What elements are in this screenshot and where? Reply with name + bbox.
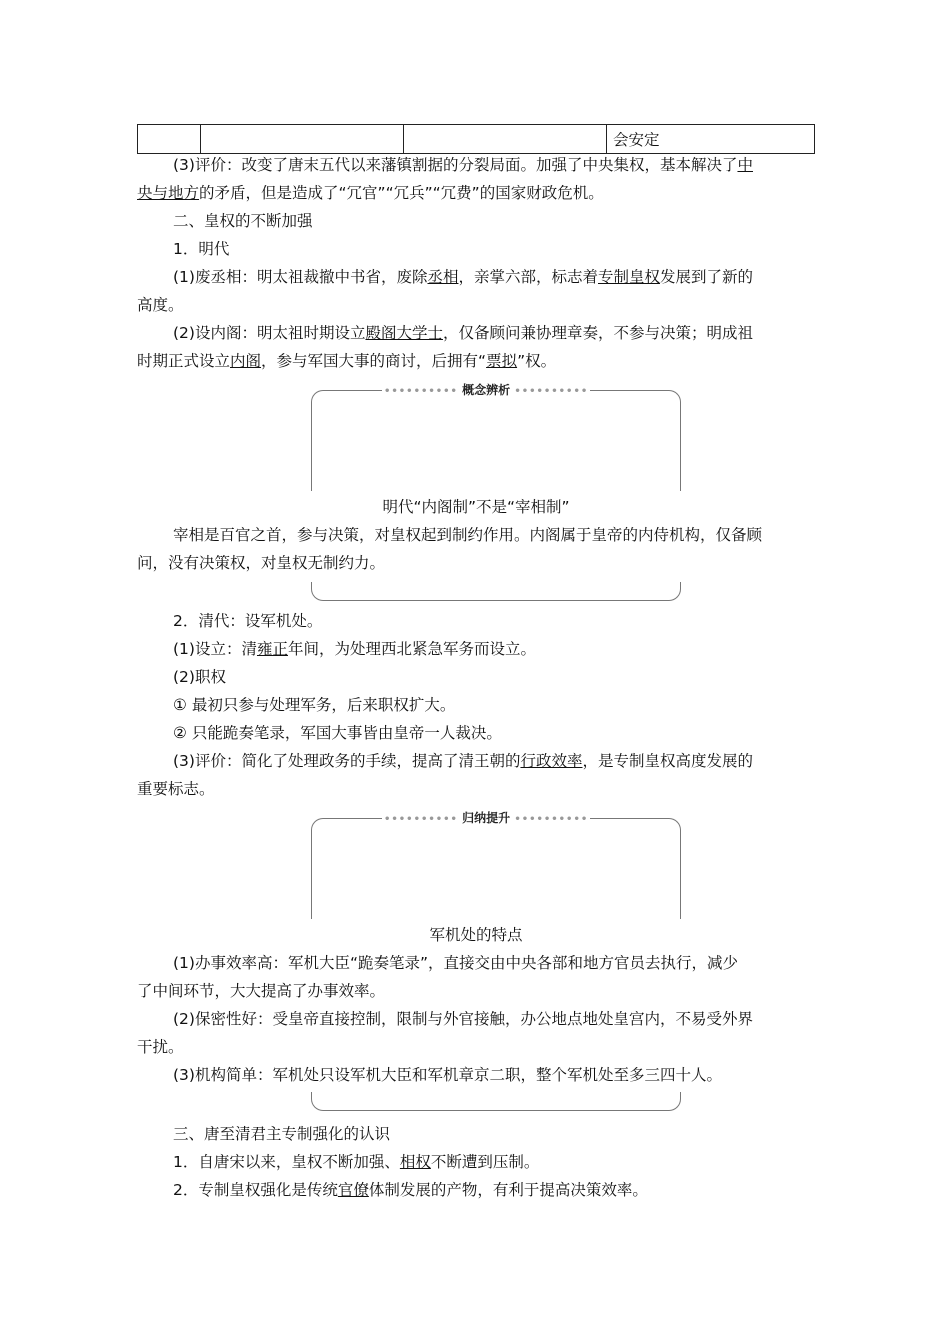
ming-p1-line-1: (1)废丞相：明太祖裁撤中书省，废除丞相，亲掌六部，标志着专制皇权发展到了新的 [173, 268, 754, 286]
section-3-heading: 三、唐至清君主专制强化的认识 [173, 1125, 391, 1143]
summary-text-2a: (2)保密性好：受皇帝直接控制，限制与外官接触，办公地点地处皇宫内，不易受外界 [173, 1010, 753, 1028]
table-cell [404, 125, 607, 154]
summary-box-bottom [311, 1092, 681, 1111]
summary-text-3: (3)机构简单：军机处只设军机大臣和军机章京二职，整个军机处至多三四十人。 [173, 1066, 722, 1084]
concept-box-title: 明代“内阁制”不是“宰相制” [382, 498, 570, 516]
section-2-heading: 二、皇权的不断加强 [173, 212, 313, 230]
summary-text-2b: 干扰。 [137, 1038, 184, 1056]
concept-text-2: 问，没有决策权，对皇权无制约力。 [137, 554, 386, 572]
table-cell: 会安定 [607, 125, 815, 154]
summary-box-title: 军机处的特点 [429, 926, 523, 944]
ming-p2-line-1: (2)设内阁：明太祖时期设立殿阁大学士，仅备顾问兼协理章奏，不参与决策；明成祖 [173, 324, 753, 342]
evaluation-line-1: (3)评价：改变了唐末五代以来藩镇割据的分裂局面。加强了中央集权，基本解决了中 [173, 156, 753, 174]
concept-box-frame [311, 383, 681, 491]
qing-p1: (1)设立：清雍正年间，为处理西北紧急军务而设立。 [173, 640, 536, 658]
section-3-item-2: 2．专制皇权强化是传统官僚体制发展的产物，有利于提高决策效率。 [173, 1181, 648, 1199]
qing-p2-item-1: ① 最初只参与处理军务，后来职权扩大。 [173, 696, 456, 714]
evaluation-line-2: 央与地方的矛盾，但是造成了“冗官”“冗兵”“冗费”的国家财政危机。 [137, 184, 604, 202]
summary-box-label: •••••••••• 归纳提升 •••••••••• [384, 811, 589, 825]
qing-p3-line-1: (3)评价：简化了处理政务的手续，提高了清王朝的行政效率，是专制皇权高度发展的 [173, 752, 753, 770]
qing-p3-line-2: 重要标志。 [137, 780, 215, 798]
summary-box-frame [311, 811, 681, 919]
summary-text-1b: 了中间环节，大大提高了办事效率。 [137, 982, 386, 1000]
qing-p2-item-2: ② 只能跪奏笔录，军国大事皆由皇帝一人裁决。 [173, 724, 502, 742]
ming-p2-line-2: 时期正式设立内阁，参与军国大事的商讨，后拥有“票拟”权。 [137, 352, 557, 370]
concept-text-1: 宰相是百官之首，参与决策，对皇权起到制约作用。内阁属于皇帝的内侍机构，仅备顾 [173, 526, 763, 544]
concept-box-label: •••••••••• 概念辨析 •••••••••• [384, 383, 589, 397]
section-3-item-1: 1．自唐宋以来，皇权不断加强、相权不断遭到压制。 [173, 1153, 540, 1171]
qing-p2: (2)职权 [173, 668, 226, 686]
qing-heading: 2．清代：设军机处。 [173, 612, 323, 630]
ming-p1-line-2: 高度。 [137, 296, 184, 314]
concept-box-bottom [311, 582, 681, 601]
summary-text-1a: (1)办事效率高：军机大臣“跪奏笔录”，直接交由中央各部和地方官员去执行，减少 [173, 954, 739, 972]
table-cell [138, 125, 201, 154]
table-row [138, 125, 815, 154]
ming-heading: 1．明代 [173, 240, 230, 258]
table-fragment [137, 124, 815, 154]
table-cell [201, 125, 404, 154]
